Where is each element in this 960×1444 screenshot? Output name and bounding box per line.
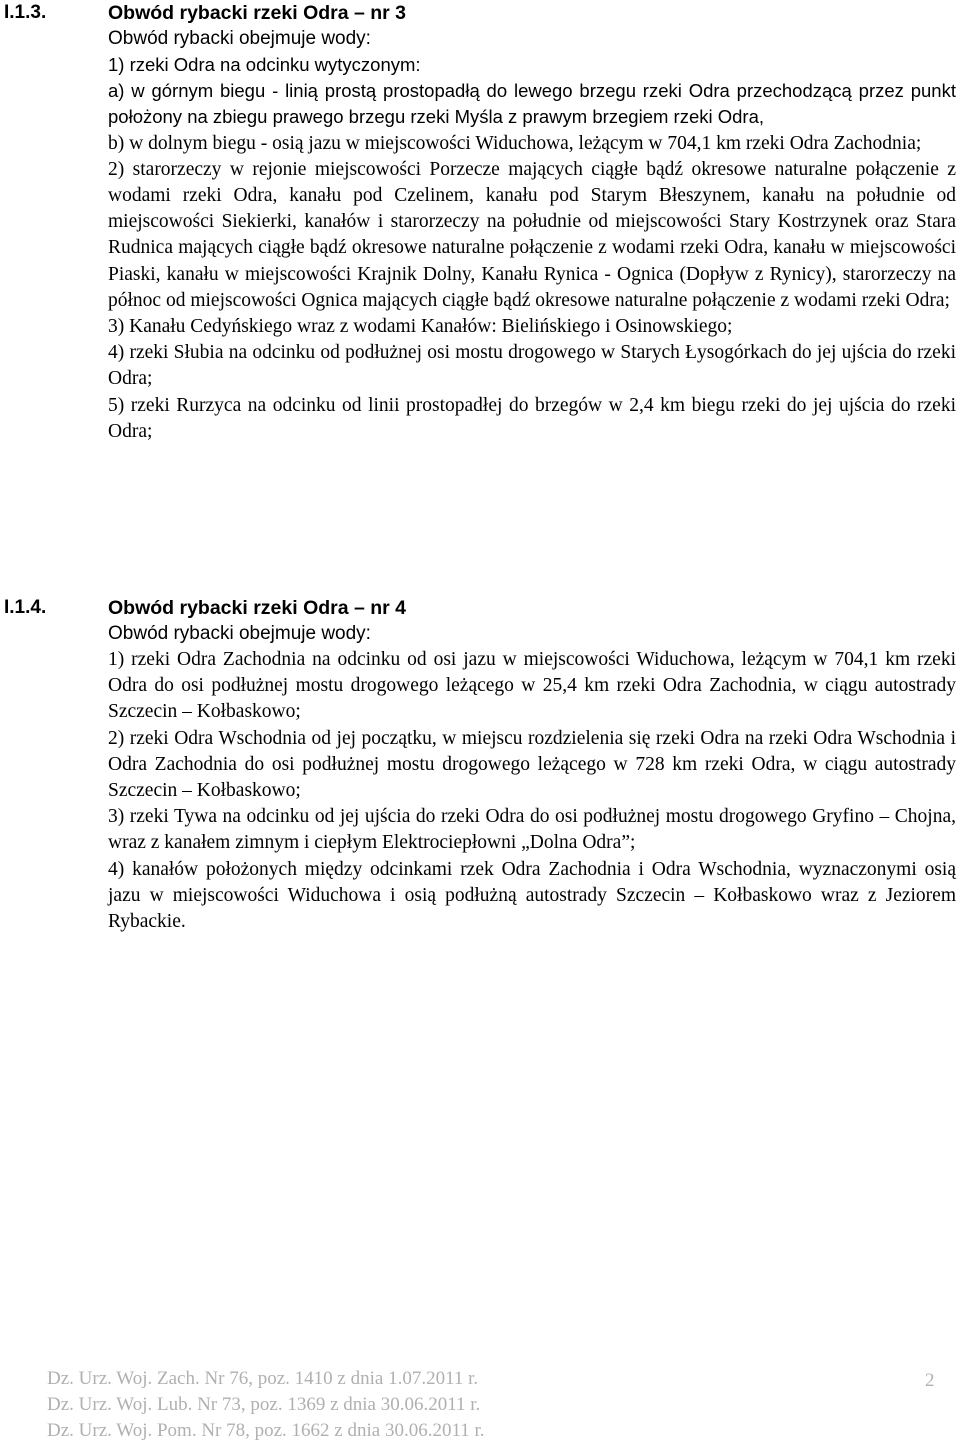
list-item: 1) rzeki Odra Zachodnia na odcinku od osi jazu w miejscowości Widuchowa, leżącym w 704,1 km rzeki Odra do osi podłużnej mostu drogowego leżącego w 25,4 km rzeki Odra Zachodnia, w ciągu autostrady Szczecin – Kołbaskowo; (108, 649, 956, 723)
list-item: 4) kanałów położonych między odcinkami rzek Odra Zachodnia i Odra Wschodnia, wyznaczonymi osią jazu w miejscowości Widuchowa i osią podłużną autostrady Szczecin – Kołbaskowo wraz z Jeziorem Rybackie. (108, 858, 956, 933)
list-item: 3) Kanału Cedyńskiego wraz z wodami Kanałów: Bielińskiego i Osinowskiego; (108, 316, 733, 338)
list-item: 2) rzeki Odra Wschodnia od jej początku, w miejscu rozdzielenia się rzeki Odra na rzeki Odra Wschodnia i Odra Zachodnia do osi podłużnej mostu drogowego leżącego w 728 km rzeki Odra, w ciągu autostrady Szczecin – Kołbaskowo; (108, 727, 956, 802)
list-item: 3) rzeki Tywa na odcinku od jej ujścia do rzeki Odra do osi podłużnej mostu drogowego Gryfino – Chojna, wraz z kanałem zimnym i ciepłym Elektrociepłowni „Dolna Odra”; (108, 806, 956, 854)
section-number: I.1.4. (4, 597, 47, 618)
section-number: I.1.3. (4, 2, 47, 23)
list-item: a) w górnym biegu - linią prostą prostopadłą do lewego brzegu rzeki Odra przechodzącą przez punkt położony na zbiegu prawego brzegu rzeki Myśla z prawym brzegiem rzeki Odra, (108, 80, 956, 128)
footer-line: Dz. Urz. Woj. Pom. Nr 78, poz. 1662 z dnia 30.06.2011 r. (47, 1420, 485, 1441)
list-item: 2) starorzeczy w rejonie miejscowości Porzecze mających ciągłe bądź okresowe naturalne połączenie z wodami rzeki Odra, kanału pod Czelinem, kanału pod Starym Błeszynem, kanału na południe od miejscowości Siekierki, kanałów i starorzeczy na południe od miejscowości Stary Kostrzynek oraz Stara Rudnica mających ciągłe bądź okresowe naturalne połączenie z wodami rzeki Odra, kanału w miejscowości Piaski, kanału w miejscowości Krajnik Dolny, Kanału Rynica - Ognica (Dopływ z Rynicy), starorzeczy na północ od miejscowości Ognica mających ciągłe bądź okresowe naturalne połączenie z wodami rzeki Odra; (108, 158, 956, 311)
section-title: Obwód rybacki rzeki Odra – nr 4 (108, 597, 407, 619)
footer-line: Dz. Urz. Woj. Zach. Nr 76, poz. 1410 z dnia 1.07.2011 r. (47, 1368, 479, 1389)
section-body (108, 0, 956, 445)
section-i-1-3 (0, 0, 960, 445)
footer-line: Dz. Urz. Woj. Lub. Nr 73, poz. 1369 z dnia 30.06.2011 r. (47, 1394, 481, 1415)
section-body (108, 595, 956, 935)
section-intro: Obwód rybacki obejmuje wody: (108, 28, 371, 49)
section-title: Obwód rybacki rzeki Odra – nr 3 (108, 2, 407, 24)
list-item: b) w dolnym biegu - osią jazu w miejscowości Widuchowa, leżącym w 704,1 km rzeki Odra Zachodnia; (108, 132, 922, 154)
page-footer (47, 1366, 485, 1444)
section-i-1-4 (0, 595, 960, 935)
list-item: 5) rzeki Rurzyca na odcinku od linii prostopadłej do brzegów w 2,4 km biegu rzeki do jej ujścia do rzeki Odra; (108, 394, 956, 442)
section-intro: Obwód rybacki obejmuje wody: (108, 623, 371, 644)
list-item: 1) rzeki Odra na odcinku wytyczonym: (108, 54, 421, 75)
page-number: 2 (925, 1370, 935, 1391)
list-item: 4) rzeki Słubia na odcinku od podłużnej osi mostu drogowego w Starych Łysogórkach do jej ujścia do rzeki Odra; (108, 342, 956, 390)
